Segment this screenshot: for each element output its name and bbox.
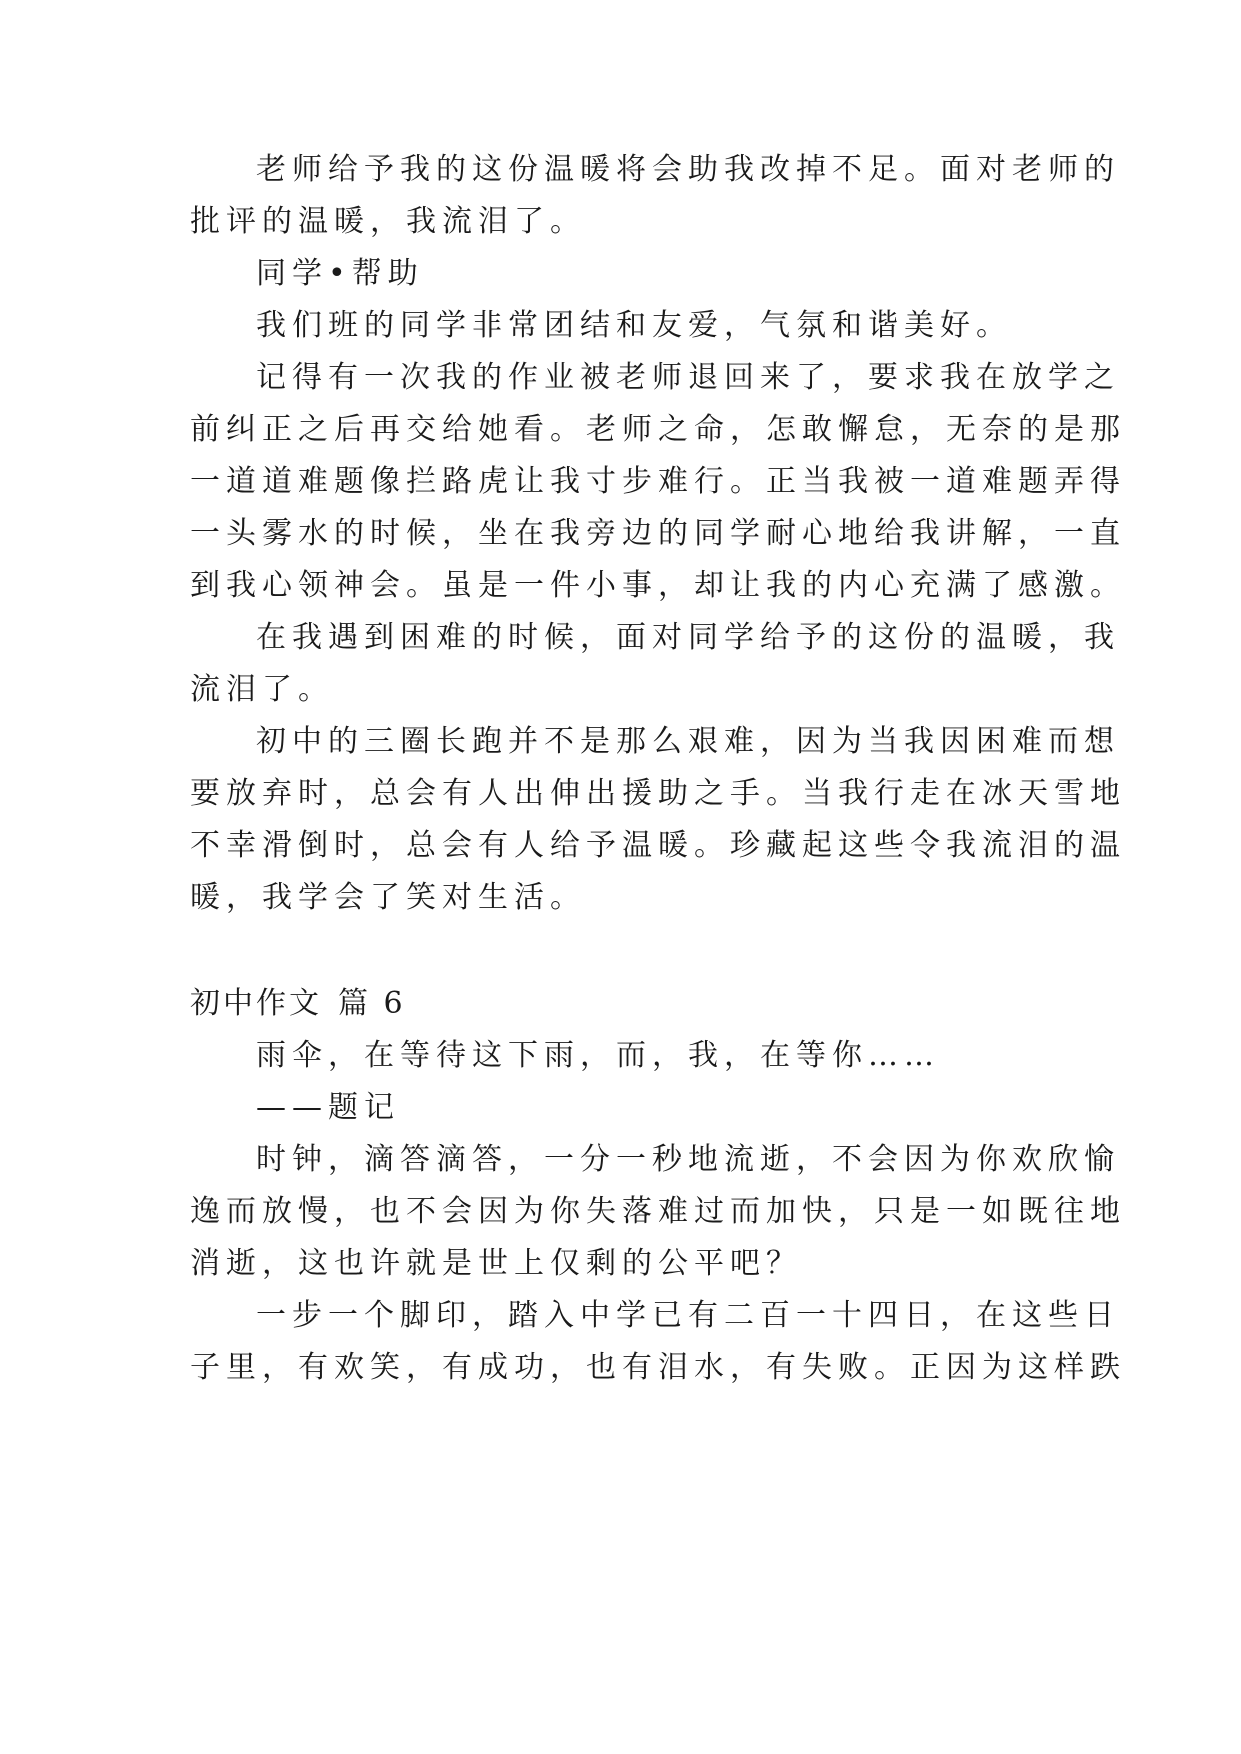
paragraph-line: 到我心领神会。虽是一件小事，却让我的内心充满了感激。 bbox=[190, 568, 1126, 603]
paragraph-line: 消逝，这也许就是世上仅剩的公平吧？ bbox=[190, 1246, 802, 1281]
paragraph-line: 逸而放慢，也不会因为你失落难过而加快，只是一如既往地 bbox=[190, 1194, 1126, 1229]
epigraph-line: 雨伞，在等待这下雨，而，我，在等你…… bbox=[256, 1038, 940, 1073]
paragraph-line: 时钟，滴答滴答，一分一秒地流逝，不会因为你欢欣愉 bbox=[256, 1142, 1120, 1177]
paragraph-line: 老师给予我的这份温暖将会助我改掉不足。面对老师的 bbox=[256, 152, 1120, 187]
paragraph-line: 流泪了。 bbox=[190, 672, 334, 707]
paragraph-line: 一道道难题像拦路虎让我寸步难行。正当我被一道难题弄得 bbox=[190, 464, 1126, 499]
paragraph-line: 前纠正之后再交给她看。老师之命，怎敢懈怠，无奈的是那 bbox=[190, 412, 1126, 447]
paragraph-line: 我们班的同学非常团结和友爱，气氛和谐美好。 bbox=[256, 308, 1012, 343]
paragraph-line: 一头雾水的时候，坐在我旁边的同学耐心地给我讲解，一直 bbox=[190, 516, 1126, 551]
paragraph-line: 要放弃时，总会有人出伸出援助之手。当我行走在冰天雪地 bbox=[190, 776, 1126, 811]
paragraph-line: 批评的温暖，我流泪了。 bbox=[190, 204, 586, 239]
paragraph-line: 不幸滑倒时，总会有人给予温暖。珍藏起这些令我流泪的温 bbox=[190, 828, 1126, 863]
paragraph-line: 在我遇到困难的时候，面对同学给予的这份的温暖，我 bbox=[256, 620, 1120, 655]
section-number: 篇 6 bbox=[338, 986, 406, 1021]
epigraph-attribution: ——题记 bbox=[256, 1090, 400, 1125]
paragraph-line: 初中的三圈长跑并不是那么艰难，因为当我因困难而想 bbox=[256, 724, 1120, 759]
subheading: 同学•帮助 bbox=[256, 256, 424, 291]
paragraph-line: 一步一个脚印，踏入中学已有二百一十四日，在这些日 bbox=[256, 1298, 1120, 1333]
paragraph-line: 子里，有欢笑，有成功，也有泪水，有失败。正因为这样跌 bbox=[190, 1350, 1126, 1385]
section-heading bbox=[190, 984, 406, 1024]
section-title: 初中作文 bbox=[190, 986, 322, 1021]
paragraph-line: 记得有一次我的作业被老师退回来了，要求我在放学之 bbox=[256, 360, 1120, 395]
paragraph-line: 暖，我学会了笑对生活。 bbox=[190, 880, 586, 915]
